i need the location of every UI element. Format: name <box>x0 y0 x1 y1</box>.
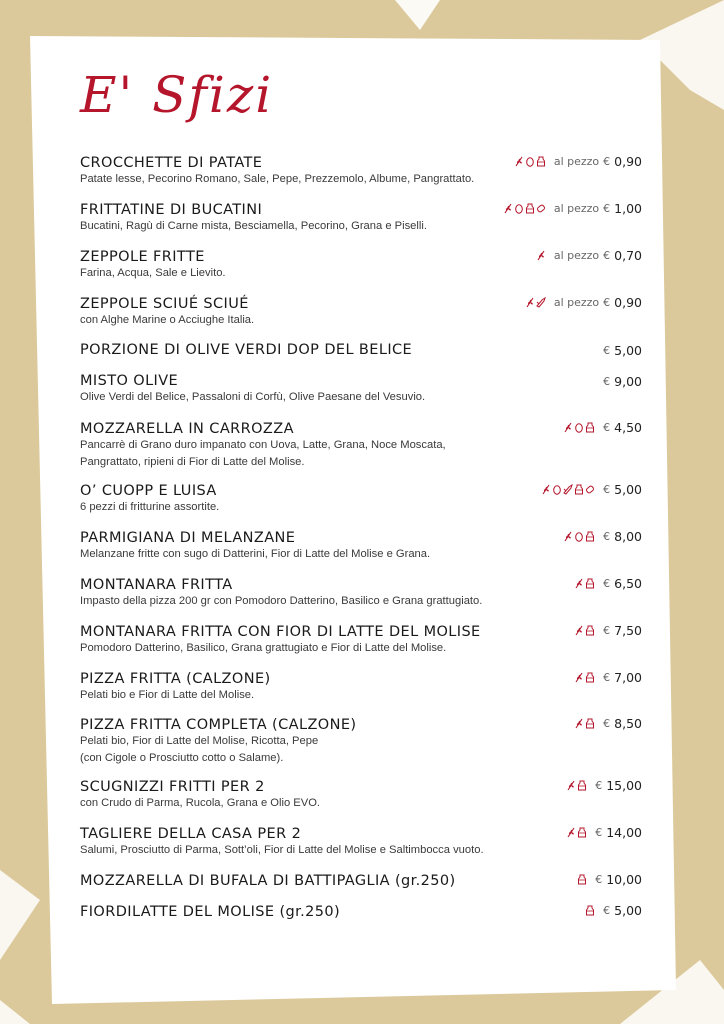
menu-item-price: 14,00 <box>606 825 642 840</box>
menu-item-description: Patate lesse, Pecorino Romano, Sale, Pepe, Prezzemolo, Albume, Pangrattato. <box>80 173 475 185</box>
menu-item-name: PIZZA FRITTA COMPLETA (CALZONE) <box>80 717 357 733</box>
menu-item-header <box>80 482 642 499</box>
menu-item <box>80 154 642 188</box>
menu-item-price-block <box>514 154 642 169</box>
celery-icon <box>536 203 546 214</box>
menu-item-price: 0,70 <box>614 248 642 263</box>
menu-item-header <box>80 295 642 312</box>
egg-icon <box>574 531 584 542</box>
menu-item <box>80 670 642 704</box>
allergen-icons <box>574 672 595 683</box>
allergen-icons <box>585 905 595 916</box>
currency-symbol: € <box>595 826 603 839</box>
menu-item-description: Pelati bio, Fior di Latte del Molise, Ricotta, Pepe <box>80 735 319 747</box>
menu-item-price: 8,50 <box>614 716 642 731</box>
menu-item-price: 0,90 <box>614 295 642 310</box>
menu-item-price: 7,00 <box>614 670 642 685</box>
menu-item-description: Farina, Acqua, Sale e Lievito. <box>80 267 226 279</box>
menu-item-header <box>80 201 642 218</box>
fish-icon <box>536 297 546 308</box>
menu-item <box>80 295 642 329</box>
menu-item <box>80 373 642 406</box>
menu-item <box>80 529 642 563</box>
menu-item-description: con Crudo di Parma, Rucola, Grana e Olio EVO. <box>80 797 321 809</box>
milk-icon <box>585 531 595 542</box>
wheat-icon <box>541 484 551 495</box>
allergen-icons <box>566 827 587 838</box>
menu-item-price-block <box>536 248 642 263</box>
section-title: E' Sfizi <box>80 66 274 124</box>
allergen-icons <box>566 780 587 791</box>
menu-item-price: 4,50 <box>614 420 642 435</box>
menu-item-price-block <box>566 825 642 840</box>
currency-symbol: € <box>603 202 611 215</box>
allergen-icons <box>503 203 546 214</box>
milk-icon <box>536 156 546 167</box>
menu-item-description: Olive Verdi del Belice, Passaloni di Corfù, Olive Paesane del Vesuvio. <box>80 391 426 403</box>
milk-icon <box>574 484 584 495</box>
allergen-icons <box>514 156 546 167</box>
menu-item-price-block <box>577 872 642 887</box>
celery-icon <box>585 484 595 495</box>
menu-item-name: FIORDILATTE DEL MOLISE (gr.250) <box>80 904 341 920</box>
menu-item-header <box>80 670 642 687</box>
menu-item-description: Pomodoro Datterino, Basilico, Grana grattugiato e Fior di Latte del Molise. <box>80 642 447 654</box>
menu-item-name: FRITTATINE DI BUCATINI <box>80 202 263 218</box>
menu-item-name: CROCCHETTE DI PATATE <box>80 155 263 171</box>
fish-icon <box>563 484 573 495</box>
menu-item-price: 10,00 <box>606 872 642 887</box>
wheat-icon <box>563 531 573 542</box>
milk-icon <box>585 578 595 589</box>
menu-item-header <box>80 623 642 640</box>
menu-item-description: Pancarrè di Grano duro impanato con Uova, Latte, Grana, Noce Moscata, <box>80 439 446 451</box>
menu-item <box>80 482 642 516</box>
unit-label: al pezzo <box>553 155 600 168</box>
menu-item-price: 0,90 <box>614 154 642 169</box>
menu-item-price: 7,50 <box>614 623 642 638</box>
menu-item-name: TAGLIERE DELLA CASA PER 2 <box>80 826 302 842</box>
currency-symbol: € <box>603 421 611 434</box>
menu-item <box>80 623 642 657</box>
menu-item-name: ZEPPOLE FRITTE <box>80 249 205 265</box>
unit-label: al pezzo <box>553 296 600 309</box>
currency-symbol: € <box>603 904 611 917</box>
menu-item <box>80 201 642 235</box>
currency-symbol: € <box>603 344 611 357</box>
menu-item-name: PARMIGIANA DI MELANZANE <box>80 530 296 546</box>
menu-item <box>80 903 642 920</box>
menu-item-header <box>80 529 642 546</box>
menu-item-description: (con Cigole o Prosciutto cotto o Salame). <box>80 751 284 764</box>
wheat-icon <box>563 422 573 433</box>
currency-symbol: € <box>603 155 611 168</box>
menu-item-price: 8,00 <box>614 529 642 544</box>
wheat-icon <box>574 672 584 683</box>
menu-item-price-block <box>585 903 642 918</box>
menu-item-price-block <box>563 420 642 435</box>
wheat-icon <box>536 250 546 261</box>
unit-label: al pezzo <box>553 202 600 215</box>
milk-icon <box>577 874 587 885</box>
allergen-icons <box>577 874 587 885</box>
menu-item-header <box>80 825 642 842</box>
menu-item-description: Bucatini, Ragù di Carne mista, Besciamella, Pecorino, Grana e Piselli. <box>80 220 427 232</box>
milk-icon <box>577 827 587 838</box>
wheat-icon <box>574 578 584 589</box>
allergen-icons <box>563 422 595 433</box>
menu-item-name: ZEPPOLE SCIUÉ SCIUÉ <box>80 296 249 312</box>
menu-item-price: 5,00 <box>614 903 642 918</box>
menu-item-description: Melanzane fritte con sugo di Datterini, Fior di Latte del Molise e Grana. <box>80 548 431 560</box>
allergen-icons <box>574 625 595 636</box>
wheat-icon <box>566 780 576 791</box>
menu-item-price: 5,00 <box>614 343 642 358</box>
menu-item-price-block <box>574 623 642 638</box>
menu-item-name: MOZZARELLA DI BUFALA DI BATTIPAGLIA (gr.250) <box>80 873 456 889</box>
currency-symbol: € <box>603 577 611 590</box>
menu-item <box>80 716 642 766</box>
menu-item-price: 6,50 <box>614 576 642 591</box>
allergen-icons <box>541 484 595 495</box>
milk-icon <box>577 780 587 791</box>
menu-item-price: 15,00 <box>606 778 642 793</box>
egg-icon <box>525 156 535 167</box>
currency-symbol: € <box>595 873 603 886</box>
wheat-icon <box>574 718 584 729</box>
wheat-icon <box>566 827 576 838</box>
menu-item-name: MONTANARA FRITTA <box>80 577 233 593</box>
milk-icon <box>525 203 535 214</box>
allergen-icons <box>563 531 595 542</box>
menu-item-name: PIZZA FRITTA (CALZONE) <box>80 671 271 687</box>
milk-icon <box>585 905 595 916</box>
egg-icon <box>552 484 562 495</box>
menu-item-price: 1,00 <box>614 201 642 216</box>
menu-item-name: SCUGNIZZI FRITTI PER 2 <box>80 779 265 795</box>
currency-symbol: € <box>603 624 611 637</box>
menu-item-price-block <box>574 576 642 591</box>
currency-symbol: € <box>603 717 611 730</box>
menu-item-header <box>80 903 642 920</box>
menu-item-header <box>80 716 642 733</box>
currency-symbol: € <box>603 296 611 309</box>
menu-item-price-block <box>503 201 642 216</box>
egg-icon <box>574 422 584 433</box>
allergen-icons <box>536 250 546 261</box>
currency-symbol: € <box>603 671 611 684</box>
egg-icon <box>514 203 524 214</box>
currency-symbol: € <box>603 375 611 388</box>
menu-item-description: Pangrattato, ripieni di Fior di Latte del Molise. <box>80 455 305 468</box>
menu-item-header <box>80 248 642 265</box>
menu-item-description: Impasto della pizza 200 gr con Pomodoro Datterino, Basilico e Grana grattugiato. <box>80 595 483 607</box>
menu-item-name: PORZIONE DI OLIVE VERDI DOP DEL BELICE <box>80 342 413 358</box>
menu-item <box>80 248 642 282</box>
menu-item-header <box>80 373 642 389</box>
allergen-icons <box>525 297 546 308</box>
menu-item-header <box>80 576 642 593</box>
wheat-icon <box>503 203 513 214</box>
menu-item-price-block <box>541 482 642 497</box>
menu-item-price: 9,00 <box>614 374 642 389</box>
menu-item-header <box>80 342 642 358</box>
wheat-icon <box>514 156 524 167</box>
menu-item-name: O’ CUOPP E LUISA <box>80 483 217 499</box>
wheat-icon <box>574 625 584 636</box>
menu-item-name: MONTANARA FRITTA CON FIOR DI LATTE DEL MOLISE <box>80 624 481 640</box>
menu-item <box>80 872 642 889</box>
milk-icon <box>585 718 595 729</box>
currency-symbol: € <box>603 530 611 543</box>
unit-label: al pezzo <box>553 249 600 262</box>
menu-item-description: 6 pezzi di fritturine assortite. <box>80 501 220 513</box>
menu-item-header <box>80 778 642 795</box>
menu-item-description: Pelati bio e Fior di Latte del Molise. <box>80 689 255 701</box>
menu-item <box>80 825 642 859</box>
menu-item-name: MOZZARELLA IN CARROZZA <box>80 421 294 437</box>
menu-item <box>80 342 642 358</box>
menu-item-price-block <box>603 343 642 358</box>
menu-item <box>80 576 642 610</box>
currency-symbol: € <box>603 249 611 262</box>
currency-symbol: € <box>603 483 611 496</box>
menu-item-header <box>80 420 642 437</box>
menu-item-description: con Alghe Marine o Acciughe Italia. <box>80 314 255 326</box>
menu-item-header <box>80 154 642 171</box>
menu-item-price-block <box>525 295 642 310</box>
menu-item-price-block <box>563 529 642 544</box>
menu-item-name: MISTO OLIVE <box>80 373 179 389</box>
menu-item-price-block <box>603 374 642 389</box>
currency-symbol: € <box>595 779 603 792</box>
menu-item-price-block <box>574 670 642 685</box>
menu-item-price: 5,00 <box>614 482 642 497</box>
wheat-icon <box>525 297 535 308</box>
menu-item <box>80 778 642 812</box>
allergen-icons <box>574 578 595 589</box>
milk-icon <box>585 625 595 636</box>
menu-item-price-block <box>566 778 642 793</box>
allergen-icons <box>574 718 595 729</box>
menu-item <box>80 420 642 470</box>
milk-icon <box>585 422 595 433</box>
menu-item-price-block <box>574 716 642 731</box>
menu-item-header <box>80 872 642 889</box>
milk-icon <box>585 672 595 683</box>
menu-item-description: Salumi, Prosciutto di Parma, Sott’oli, Fior di Latte del Molise e Saltimbocca vuoto. <box>80 844 484 856</box>
